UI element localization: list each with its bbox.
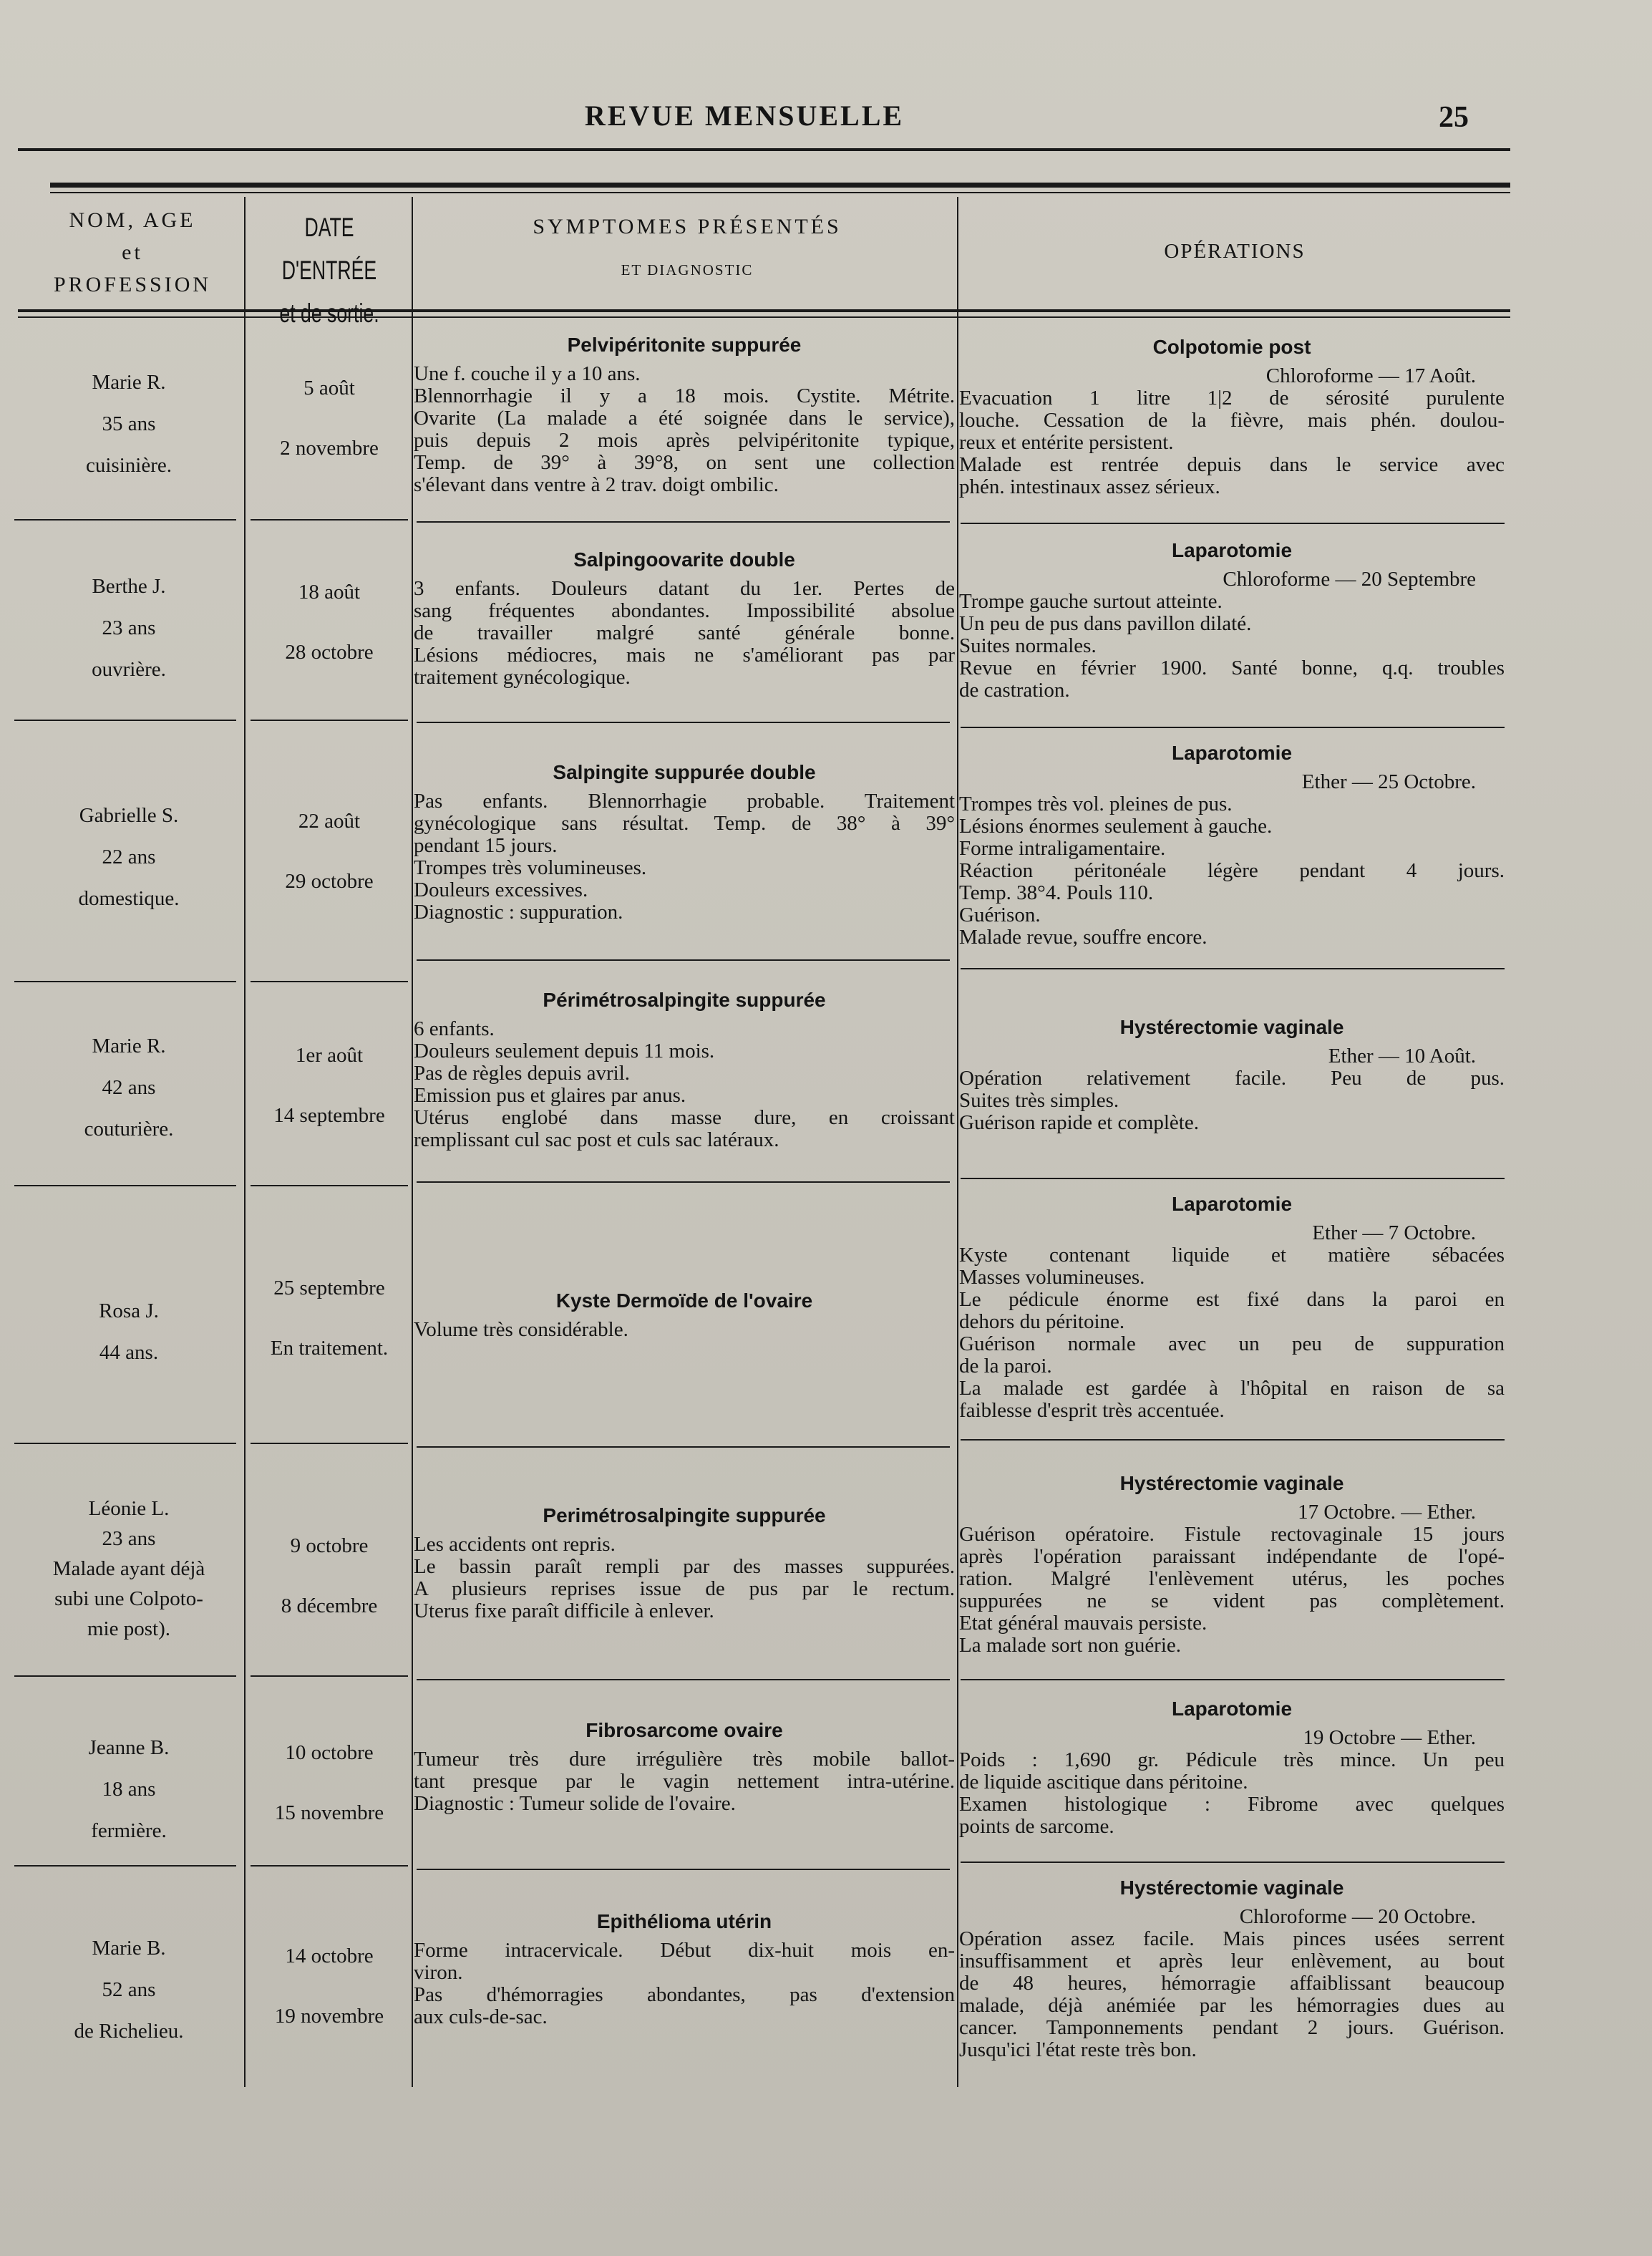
patient-name-line: 42 ans — [102, 1076, 156, 1099]
row-separator — [14, 1443, 236, 1444]
operation-line: Guérison rapide et complète. — [959, 1111, 1199, 1134]
symptoms-text — [414, 1940, 955, 2028]
dates-cell — [247, 1723, 412, 1843]
table-top-double-rule — [50, 183, 1510, 188]
dates-cell — [247, 1025, 412, 1146]
row-separator — [417, 722, 950, 723]
operation-line: La malade est gardée à l'hôpital en raison de sa — [959, 1377, 1505, 1400]
symptom-line: puis depuis 2 mois après pelvipéritonite typique, — [414, 429, 955, 452]
column-header-diagnostic: ET DIAGNOSTIC — [621, 261, 754, 279]
operation-line: Guérison normale avec un peu de suppuration — [959, 1332, 1505, 1355]
operation-line: reux et entérite persistent. — [959, 431, 1174, 454]
header-bottom-rule — [18, 309, 1510, 312]
row-separator — [251, 720, 408, 721]
row-separator — [14, 1865, 236, 1867]
column-divider-1 — [244, 197, 246, 2087]
patient-name-line: couturière. — [84, 1118, 174, 1141]
operation-line: Temp. 38°4. Pouls 110. — [959, 881, 1154, 904]
patient-name-cell — [14, 1727, 243, 1851]
operation-line: Le pédicule énorme est fixé dans la paroi en — [959, 1288, 1505, 1311]
symptoms-cell — [414, 1718, 955, 1815]
symptom-line: Une f. couche il y a 10 ans. — [414, 362, 641, 385]
patient-name-line: Malade ayant déjà — [52, 1557, 205, 1580]
patient-name-line: subi une Colpoto- — [54, 1587, 203, 1610]
symptoms-text — [414, 1018, 955, 1151]
operation-title: Hystérectomie vaginale — [1119, 1016, 1344, 1038]
row-separator — [417, 1446, 950, 1448]
entry-date: 1er août — [295, 1044, 364, 1067]
symptom-line: 6 enfants. — [414, 1017, 495, 1040]
symptom-line: traitement gynécologique. — [414, 666, 631, 689]
patient-name-line: Rosa J. — [99, 1299, 159, 1322]
symptom-line: Tumeur très dure irrégulière très mobile ballot- — [414, 1748, 955, 1771]
patient-name-line: Marie R. — [92, 1035, 166, 1057]
row-separator — [251, 1675, 408, 1677]
symptom-line: Pas de règles depuis avril. — [414, 1062, 631, 1085]
table-top-thin-rule — [50, 192, 1510, 193]
operation-line: Réaction péritonéale légère pendant 4 jours. — [959, 859, 1505, 882]
patient-name-cell — [14, 362, 243, 486]
symptom-line: Uterus fixe paraît difficile à enlever. — [414, 1599, 714, 1622]
operation-text — [959, 1244, 1505, 1422]
symptom-line: remplissant cul sac post et culs sac latéraux. — [414, 1128, 779, 1151]
entry-date: 9 octobre — [290, 1534, 369, 1557]
symptoms-cell — [414, 548, 955, 689]
column-header-name-line1: NOM, AGE — [69, 208, 196, 232]
column-divider-2 — [412, 197, 413, 2087]
operation-line: suppurées ne se vident pas complètement. — [959, 1589, 1505, 1612]
operation-title: Hystérectomie vaginale — [1119, 1472, 1344, 1494]
symptoms-cell — [414, 1289, 955, 1341]
operation-line: faiblesse d'esprit très accentuée. — [959, 1399, 1225, 1422]
operation-line: de liquide ascitique dans péritoine. — [959, 1771, 1248, 1793]
symptom-line: de travailler malgré santé générale bonne. — [414, 621, 955, 644]
row-separator — [417, 959, 950, 961]
diagnosis-title: Kyste Dermoïde de l'ovaire — [555, 1289, 813, 1312]
row-separator — [961, 727, 1505, 728]
patient-name-line: Berthe J. — [92, 575, 166, 598]
operation-line: phén. intestinaux assez sérieux. — [959, 475, 1220, 498]
symptom-line: Les accidents ont repris. — [414, 1533, 616, 1556]
row-separator — [417, 1679, 950, 1680]
row-separator — [417, 1181, 950, 1183]
symptoms-text — [414, 363, 955, 496]
entry-date: 14 octobre — [285, 1945, 374, 1967]
exit-date: 8 décembre — [281, 1594, 378, 1617]
dates-cell — [247, 791, 412, 911]
symptom-line: Diagnostic : suppuration. — [414, 901, 623, 924]
symptom-line: Utérus englobé dans masse dure, en croissant — [414, 1106, 955, 1129]
diagnosis-title: Périmétrosalpingite suppurée — [543, 989, 826, 1011]
symptom-line: Temp. de 39° à 39°8, on sent une collection — [414, 451, 955, 474]
exit-date: En traitement. — [270, 1337, 389, 1360]
patient-name-cell — [14, 566, 243, 690]
symptom-line: Forme intracervicale. Début dix-huit mois en- — [414, 1939, 955, 1962]
running-title: REVUE MENSUELLE — [584, 100, 905, 132]
column-header-operations: OPÉRATIONS — [1164, 240, 1306, 263]
row-separator — [417, 521, 950, 523]
operation-anesthesia-date: Chloroforme — 20 Octobre. — [1239, 1905, 1476, 1928]
symptom-line: sang fréquentes abondantes. Impossibilité absolue — [414, 599, 955, 622]
operation-line: ration. Malgré l'enlèvement utérus, les poches — [959, 1567, 1505, 1590]
operation-cell — [959, 1015, 1505, 1134]
patient-name-cell — [14, 1493, 243, 1644]
row-separator — [417, 1869, 950, 1870]
operation-line: Malade est rentrée depuis dans le service avec — [959, 453, 1505, 476]
header-bottom-thin-rule — [18, 316, 1510, 318]
exit-date: 14 septembre — [273, 1104, 385, 1127]
operation-line: Examen histologique : Fibrome avec quelques — [959, 1793, 1505, 1816]
operation-anesthesia-date: 17 Octobre. — Ether. — [1298, 1501, 1476, 1524]
operation-cell — [959, 1192, 1505, 1422]
operation-anesthesia-date: Ether — 25 Octobre. — [1301, 770, 1476, 793]
exit-date: 15 novembre — [274, 1801, 384, 1824]
patient-name-line: 23 ans — [102, 616, 156, 639]
symptom-line: gynécologique sans résultat. Temp. de 38° à 39° — [414, 812, 955, 835]
row-separator — [251, 1443, 408, 1444]
entry-date: 10 octobre — [285, 1741, 374, 1764]
operation-cell — [959, 335, 1505, 498]
operation-line: Trompes très vol. pleines de pus. — [959, 793, 1233, 815]
symptom-line: 3 enfants. Douleurs datant du 1er. Pertes de — [414, 577, 955, 600]
operation-line: Malade revue, souffre encore. — [959, 926, 1208, 949]
row-separator — [961, 968, 1505, 969]
symptom-line: Le bassin paraît rempli par des masses suppurées. — [414, 1555, 955, 1578]
patient-name-line: 35 ans — [102, 412, 156, 435]
diagnosis-title: Salpingoovarite double — [573, 548, 795, 571]
row-separator — [14, 519, 236, 521]
patient-name-line: 18 ans — [102, 1778, 156, 1801]
symptom-line: pendant 15 jours. — [414, 834, 558, 857]
operation-line: Kyste contenant liquide et matière sébacées — [959, 1244, 1505, 1267]
symptom-line: Pas d'hémorragies abondantes, pas d'extension — [414, 1983, 955, 2006]
column-header-date — [270, 206, 389, 335]
diagnosis-title: Fibrosarcome ovaire — [586, 1719, 783, 1741]
diagnosis-title: Epithélioma utérin — [596, 1910, 772, 1932]
patient-name-line: Marie R. — [92, 371, 166, 394]
patient-name-line: Marie B. — [92, 1937, 166, 1960]
dates-cell — [247, 1258, 412, 1378]
symptom-line: viron. — [414, 1961, 463, 1984]
symptoms-cell — [414, 760, 955, 924]
row-separator — [961, 523, 1505, 524]
operation-anesthesia-date: 19 Octobre — Ether. — [1303, 1726, 1476, 1749]
row-separator — [14, 1185, 236, 1186]
operation-text — [959, 591, 1505, 702]
entry-date: 18 août — [298, 581, 361, 604]
column-header-date-line1: DATE D'ENTRÉE — [281, 213, 377, 285]
diagnosis-title: Salpingite suppurée double — [553, 761, 816, 783]
row-separator — [961, 1439, 1505, 1441]
symptoms-cell — [414, 1504, 955, 1622]
operation-title: Laparotomie — [1171, 539, 1293, 561]
patient-name-line: 44 ans. — [99, 1341, 159, 1364]
patient-name-line: Léonie L. — [88, 1497, 170, 1520]
operation-anesthesia-date: Ether — 7 Octobre. — [1312, 1221, 1476, 1244]
diagnosis-title: Perimétrosalpingite suppurée — [543, 1504, 826, 1526]
symptom-line: Ovarite (La malade a été soignée dans le service), — [414, 407, 955, 430]
symptom-line: s'élevant dans ventre à 2 trav. doigt ombilic. — [414, 473, 779, 496]
symptoms-cell — [414, 333, 955, 496]
patient-name-cell — [14, 1025, 243, 1150]
symptoms-text — [414, 1534, 955, 1622]
operation-line: dehors du péritoine. — [959, 1310, 1125, 1333]
exit-date: 28 octobre — [285, 641, 374, 664]
symptoms-text — [414, 790, 955, 924]
diagnosis-title: Pelvipéritonite suppurée — [567, 334, 802, 356]
operation-line: Poids : 1,690 gr. Pédicule très mince. Un peu — [959, 1748, 1505, 1771]
operation-text — [959, 1068, 1505, 1134]
operation-line: Suites très simples. — [959, 1089, 1119, 1112]
operation-line: après l'opération paraissant indépendante de l'opé- — [959, 1545, 1505, 1568]
patient-name-line: cuisinière. — [86, 454, 172, 477]
operation-line: cancer. Tamponnements pendant 2 jours. Guérison. — [959, 2016, 1505, 2039]
operation-text — [959, 387, 1505, 498]
symptoms-text — [414, 578, 955, 689]
column-header-name-line2: et — [122, 241, 143, 264]
patient-name-line: 22 ans — [102, 846, 156, 868]
operation-anesthesia-date: Chloroforme — 17 Août. — [1265, 364, 1476, 387]
symptoms-text — [414, 1748, 955, 1815]
patient-name-line: 52 ans — [102, 1978, 156, 2001]
column-header-name — [29, 204, 236, 301]
operation-line: Revue en février 1900. Santé bonne, q.q. troubles — [959, 657, 1505, 679]
row-separator — [251, 1865, 408, 1867]
operation-line: Jusqu'ici l'état reste très bon. — [959, 2038, 1197, 2061]
dates-cell — [247, 562, 412, 682]
symptoms-text — [414, 1319, 955, 1341]
operation-title: Laparotomie — [1171, 1193, 1293, 1215]
entry-date: 22 août — [298, 810, 361, 833]
operation-cell — [959, 1471, 1505, 1657]
dates-cell — [247, 1926, 412, 2046]
exit-date: 19 novembre — [274, 2005, 384, 2028]
operation-anesthesia-date: Chloroforme — 20 Septembre — [1223, 568, 1476, 591]
symptom-line: Blennorrhagie il y a 18 mois. Cystite. Métrite. — [414, 384, 955, 407]
operation-line: Etat général mauvais persiste. — [959, 1612, 1208, 1635]
operation-line: Opération relativement facile. Peu de pus. — [959, 1067, 1505, 1090]
operation-title: Colpotomie post — [1152, 336, 1311, 358]
operation-text — [959, 1928, 1505, 2061]
operation-line: Evacuation 1 litre 1|2 de sérosité purulente — [959, 387, 1505, 410]
operation-line: Un peu de pus dans pavillon dilaté. — [959, 612, 1252, 635]
patient-name-cell — [14, 1290, 243, 1373]
operation-line: insuffisamment et après leur enlèvement, au bout — [959, 1950, 1505, 1972]
symptom-line: Diagnostic : Tumeur solide de l'ovaire. — [414, 1792, 736, 1815]
operation-line: La malade sort non guérie. — [959, 1634, 1182, 1657]
operation-line: louche. Cessation de la fièvre, mais phén. doulou- — [959, 409, 1505, 432]
exit-date: 29 octobre — [285, 870, 374, 893]
row-separator — [961, 1679, 1505, 1680]
operation-anesthesia-date: Ether — 10 Août. — [1328, 1045, 1476, 1068]
row-separator — [961, 1178, 1505, 1179]
patient-name-line: fermière. — [91, 1819, 167, 1842]
row-separator — [251, 1185, 408, 1186]
patient-name-line: ouvrière. — [92, 658, 166, 681]
row-separator — [961, 1862, 1505, 1863]
operation-text — [959, 1749, 1505, 1838]
row-separator — [14, 1675, 236, 1677]
patient-name-line: mie post). — [87, 1617, 170, 1640]
symptom-line: Douleurs seulement depuis 11 mois. — [414, 1040, 715, 1062]
row-separator — [14, 720, 236, 721]
operation-line: Trompe gauche surtout atteinte. — [959, 590, 1223, 613]
operation-cell — [959, 1876, 1505, 2061]
operation-line: Lésions énormes seulement à gauche. — [959, 815, 1273, 838]
patient-name-cell — [14, 795, 243, 919]
operation-title: Laparotomie — [1171, 1698, 1293, 1720]
symptoms-cell — [414, 988, 955, 1151]
symptom-line: Volume très considérable. — [414, 1318, 628, 1341]
patient-name-line: domestique. — [78, 887, 180, 910]
operation-line: Masses volumineuses. — [959, 1266, 1145, 1289]
operation-text — [959, 1524, 1505, 1657]
operation-line: malade, déjà anémiée par les hémorragies dues au — [959, 1994, 1505, 2017]
patient-name-line: Gabrielle S. — [79, 804, 179, 827]
row-separator — [14, 981, 236, 982]
operation-text — [959, 793, 1505, 949]
operation-cell — [959, 538, 1505, 702]
operation-line: Forme intraligamentaire. — [959, 837, 1166, 860]
entry-date: 5 août — [303, 377, 355, 400]
patient-name-line: Jeanne B. — [88, 1736, 170, 1759]
symptom-line: tant presque par le vagin nettement intra-utérine. — [414, 1770, 955, 1793]
patient-name-line: 23 ans — [102, 1527, 156, 1550]
exit-date: 2 novembre — [280, 437, 379, 460]
operation-line: de castration. — [959, 679, 1070, 702]
row-separator — [251, 981, 408, 982]
column-divider-3 — [957, 197, 958, 2087]
operation-title: Hystérectomie vaginale — [1119, 1877, 1344, 1899]
symptom-line: aux culs-de-sac. — [414, 2005, 548, 2028]
row-separator — [251, 519, 408, 521]
column-header-name-line3: PROFESSION — [53, 273, 212, 296]
symptom-line: Pas enfants. Blennorrhagie probable. Traitement — [414, 790, 955, 813]
operation-line: Opération assez facile. Mais pinces usées serrent — [959, 1927, 1505, 1950]
symptom-line: A plusieurs reprises issue de pus par le rectum. — [414, 1577, 955, 1600]
patient-name-cell — [14, 1927, 243, 2052]
page-number: 25 — [1439, 101, 1469, 134]
operation-line: Guérison. — [959, 904, 1041, 926]
operation-cell — [959, 741, 1505, 949]
symptoms-cell — [414, 1909, 955, 2028]
dates-cell — [247, 1516, 412, 1636]
patient-name-line: de Richelieu. — [74, 2020, 184, 2043]
operation-cell — [959, 1697, 1505, 1838]
operation-line: de la paroi. — [959, 1355, 1052, 1378]
operation-title: Laparotomie — [1171, 742, 1293, 764]
symptom-line: Douleurs excessives. — [414, 878, 588, 901]
column-header-symptoms: SYMPTOMES PRÉSENTÉS — [533, 215, 842, 238]
entry-date: 25 septembre — [273, 1277, 385, 1299]
symptom-line: Trompes très volumineuses. — [414, 856, 647, 879]
dates-cell — [247, 358, 412, 478]
operation-line: Guérison opératoire. Fistule rectovaginale 15 jours — [959, 1523, 1505, 1546]
operation-line: de 48 heures, hémorragie affaiblissant beaucoup — [959, 1972, 1505, 1995]
operation-line: points de sarcome. — [959, 1815, 1114, 1838]
top-rule — [18, 148, 1510, 151]
symptom-line: Emission pus et glaires par anus. — [414, 1084, 686, 1107]
operation-line: Suites normales. — [959, 634, 1097, 657]
column-header-date-line2: et de sortie. — [279, 299, 379, 328]
symptom-line: Lésions médiocres, mais ne s'améliorant pas par — [414, 644, 955, 667]
